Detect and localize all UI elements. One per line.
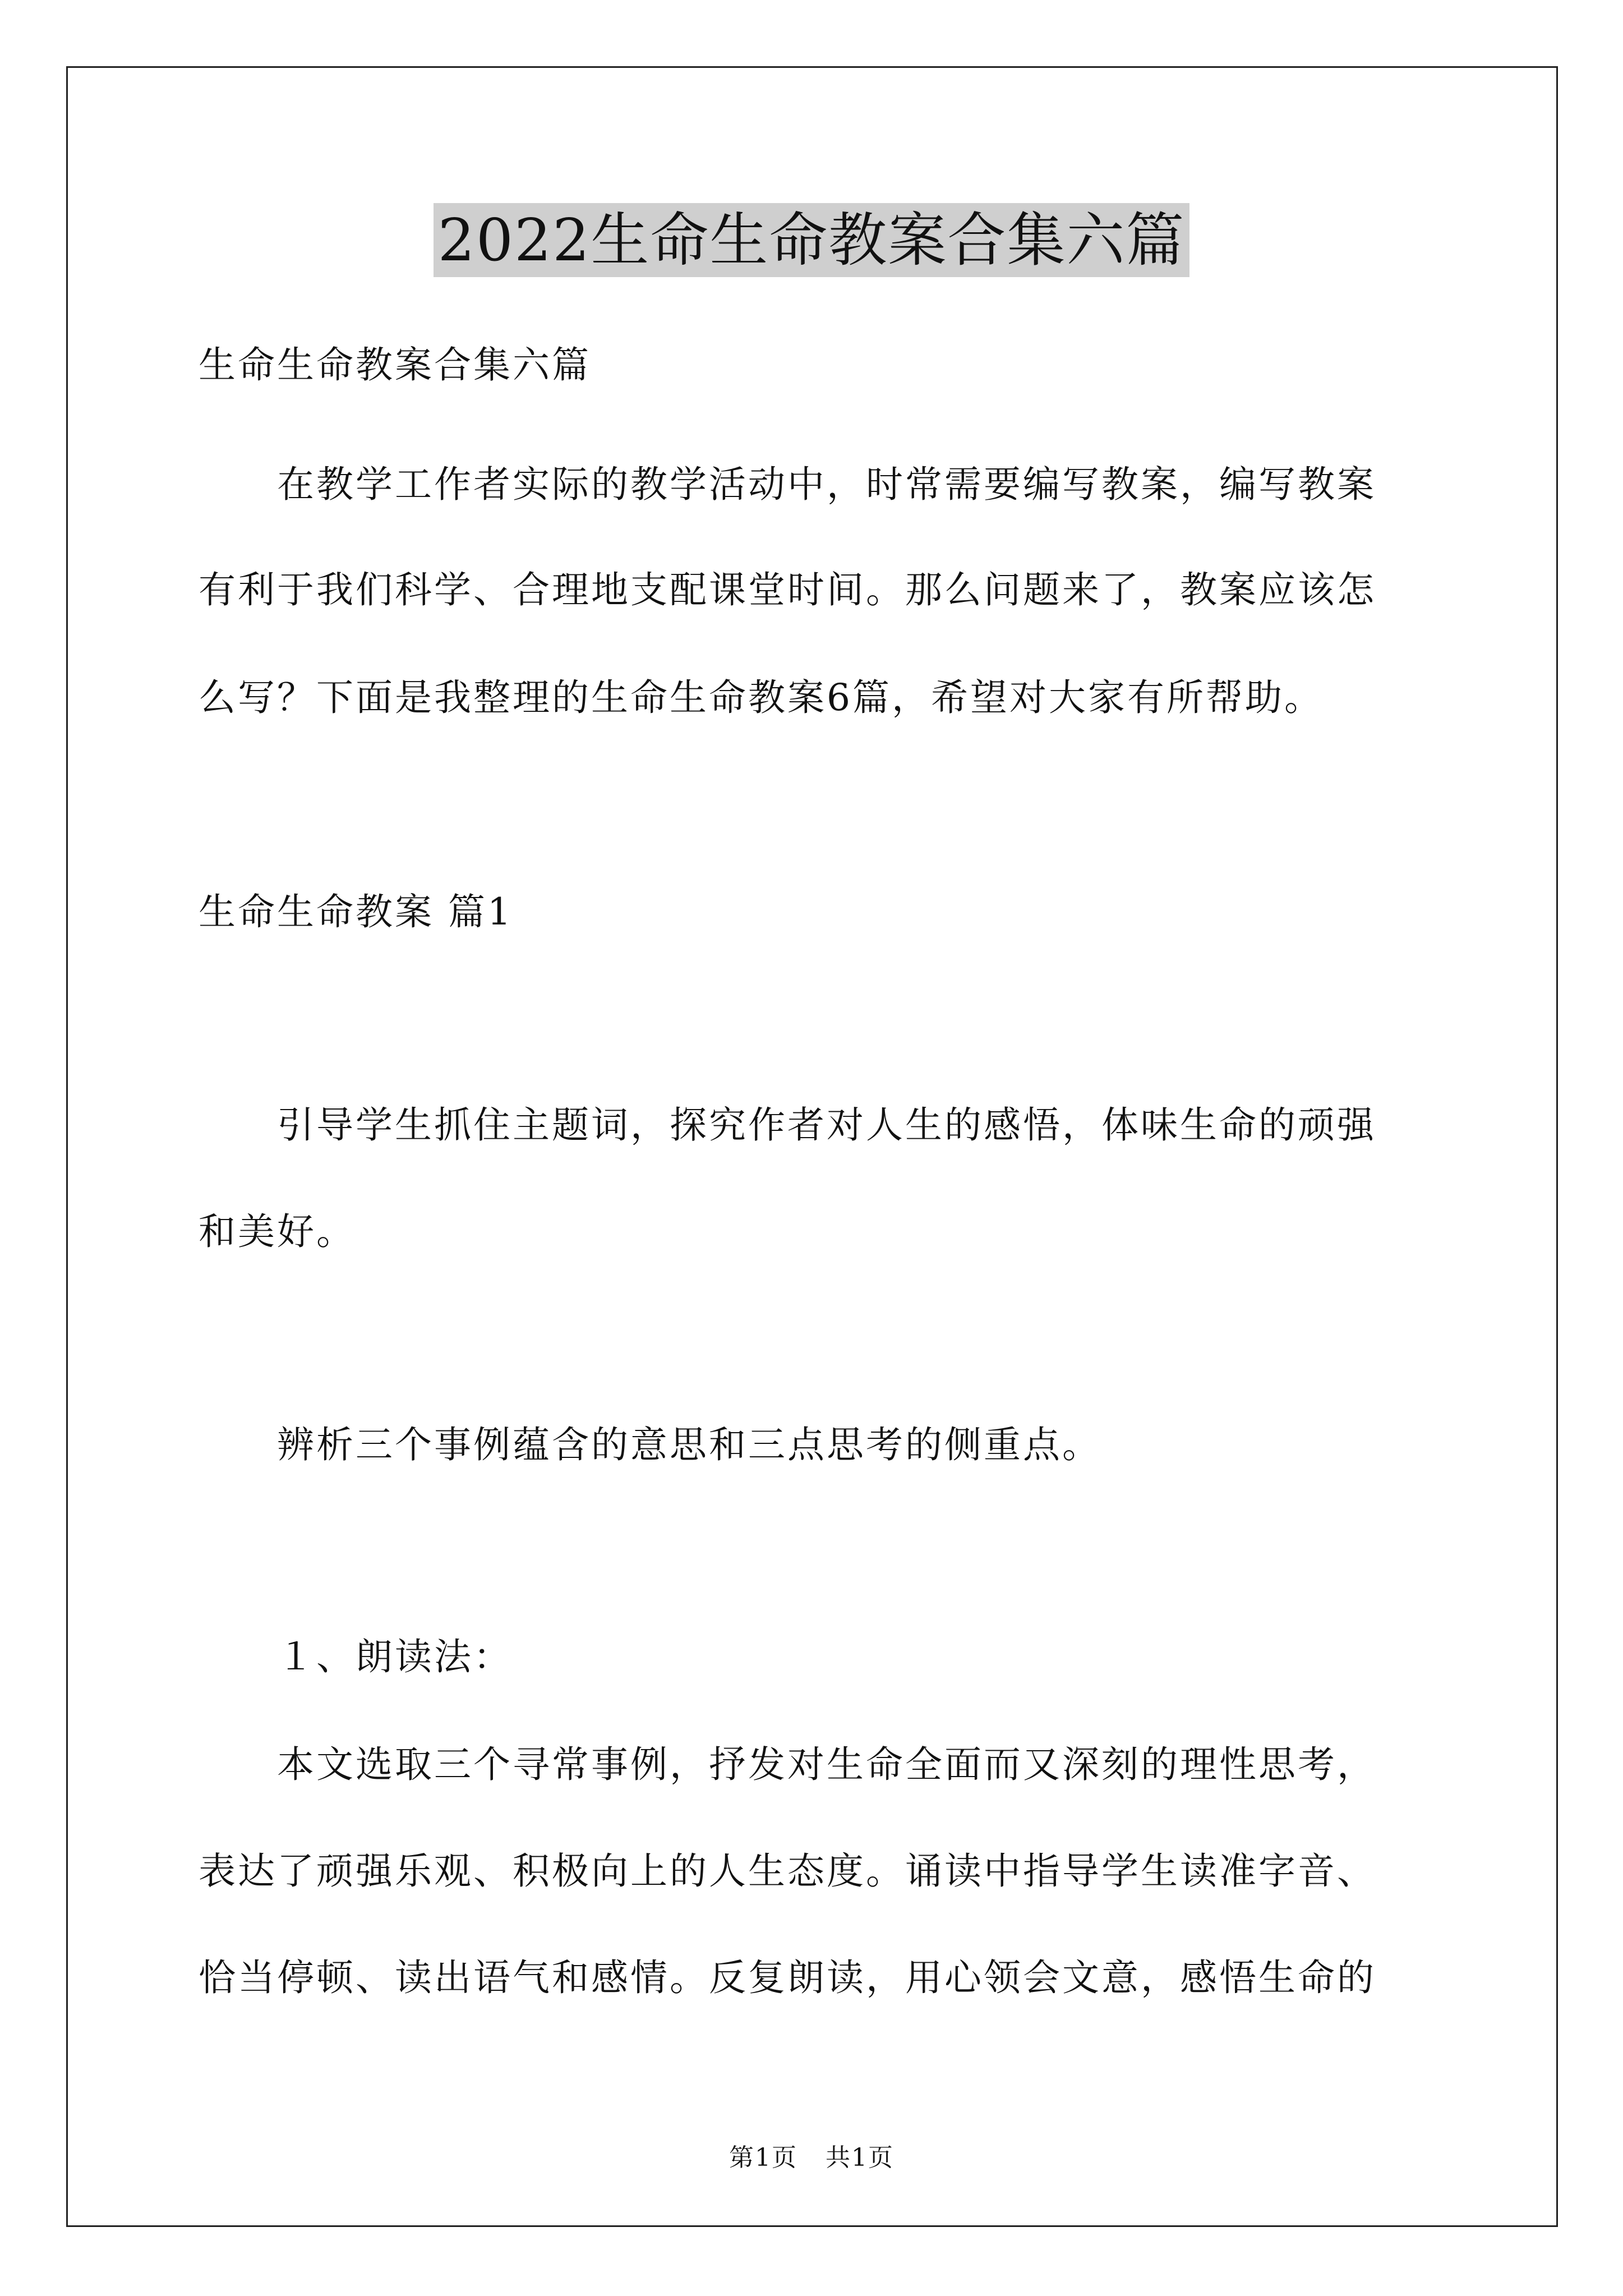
intro-line-2: 有利于我们科学、合理地支配课堂时间。那么问题来了，教案应该怎 <box>199 568 1376 611</box>
subtitle: 生命生命教案合集六篇 <box>199 343 591 386</box>
goal2-line: 辨析三个事例蕴含的意思和三点思考的侧重点。 <box>277 1423 1101 1466</box>
method-heading: １、朗读法： <box>277 1635 513 1678</box>
page-footer <box>0 2137 1623 2173</box>
goal1-line-2: 和美好。 <box>199 1210 356 1253</box>
page-number: 第1页 <box>729 2143 797 2172</box>
section-heading: 生命生命教案 篇1 <box>199 890 513 933</box>
goal1-line-1: 引导学生抓住主题词，探究作者对人生的感悟，体味生命的顽强 <box>277 1103 1376 1147</box>
method-line-3: 恰当停顿、读出语气和感情。反复朗读，用心领会文意，感悟生命的 <box>199 1956 1376 1999</box>
page-border <box>66 66 1558 2227</box>
intro-line-3: 么写？下面是我整理的生命生命教案6篇，希望对大家有所帮助。 <box>199 676 1324 719</box>
method-line-1: 本文选取三个寻常事例，抒发对生命全面而又深刻的理性思考， <box>277 1743 1376 1786</box>
title-wrap <box>0 203 1623 277</box>
method-line-2: 表达了顽强乐观、积极向上的人生态度。诵读中指导学生读准字音、 <box>199 1849 1376 1893</box>
page-total: 共1页 <box>826 2143 894 2172</box>
document-title: 2022生命生命教案合集六篇 <box>434 203 1190 277</box>
intro-line-1: 在教学工作者实际的教学活动中，时常需要编写教案，编写教案 <box>277 463 1376 506</box>
